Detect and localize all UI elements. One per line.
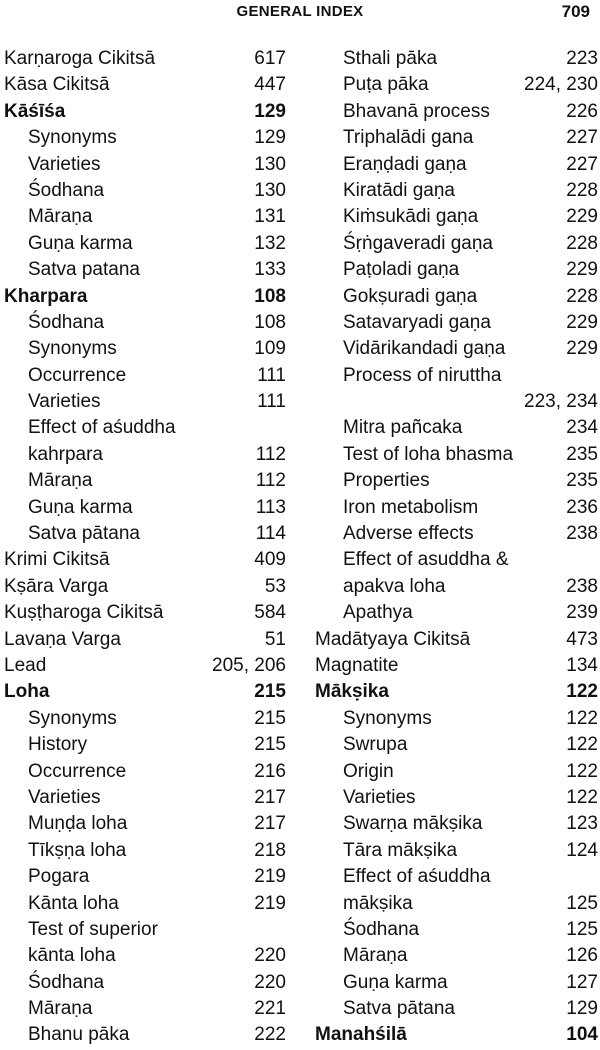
entry-page-number: 104 [566, 1024, 598, 1046]
entry-label: Occurrence [28, 364, 127, 386]
entry-page-number: 235 [566, 443, 598, 465]
index-subentry [315, 495, 598, 521]
entry-label: Kāśīśa [4, 100, 66, 122]
entry-label: Māraṇa [343, 945, 408, 967]
index-subentry [4, 415, 286, 441]
index-subentry [315, 811, 598, 837]
entry-page-number: 122 [566, 681, 598, 703]
entry-page-number: 125 [566, 918, 598, 940]
index-subentry [315, 996, 598, 1022]
entry-page-number: 129 [566, 998, 598, 1020]
index-subentry [4, 891, 286, 917]
index-subentry [315, 891, 598, 917]
page-header [0, 0, 600, 28]
index-subentry [4, 1022, 286, 1048]
index-entry [4, 72, 286, 98]
entry-page-number: 126 [566, 945, 598, 967]
index-entry [4, 679, 286, 705]
entry-label: Madātyaya Cikitsā [315, 628, 471, 650]
index-subentry [315, 442, 598, 468]
entry-page-number: 218 [254, 839, 286, 861]
index-subentry [315, 72, 598, 98]
index-column-left [4, 46, 286, 1049]
entry-label: Kṣāra Varga [4, 575, 109, 597]
entry-label: Apathya [343, 602, 413, 624]
entry-label: Kiṁsukādi gaṇa [343, 206, 479, 228]
entry-label: Varieties [343, 786, 416, 808]
entry-page-number: 122 [566, 734, 598, 756]
entry-page-number: 123 [566, 813, 598, 835]
entry-label: Guṇa karma [28, 496, 133, 518]
index-entry [4, 600, 286, 626]
index-entry [315, 627, 598, 653]
entry-label: Māraṇa [28, 998, 93, 1020]
entry-page-number: 108 [254, 311, 286, 333]
index-subentry [315, 336, 598, 362]
entry-page-number: 228 [566, 179, 598, 201]
entry-label: Lavaṇa Varga [4, 628, 121, 650]
index-subentry [315, 785, 598, 811]
index-subentry [4, 838, 286, 864]
index-subentry [315, 943, 598, 969]
entry-page-number: 111 [257, 364, 286, 386]
index-subentry [315, 284, 598, 310]
index-subentry [315, 310, 598, 336]
entry-page-number: 132 [254, 232, 286, 254]
entry-label: Śṛṅgaveradi gaṇa [343, 232, 493, 254]
index-subentry [4, 917, 286, 943]
entry-page-number: 584 [254, 602, 286, 624]
entry-page-number: 112 [255, 443, 286, 465]
entry-label: Śodhana [28, 179, 105, 201]
index-entry [4, 547, 286, 573]
index-column-right [315, 46, 598, 1049]
entry-page-number: 111 [257, 391, 286, 413]
index-subentry [4, 231, 286, 257]
index-entry [4, 46, 286, 72]
index-subentry [4, 864, 286, 890]
index-entry [4, 627, 286, 653]
entry-label: Lead [4, 654, 47, 676]
entry-label: Gokṣuradi gaṇa [343, 285, 478, 307]
entry-page-number: 127 [566, 971, 598, 993]
entry-label: Śodhana [28, 311, 105, 333]
entry-page-number: 219 [254, 892, 286, 914]
page-title: GENERAL INDEX [236, 3, 364, 20]
index-subentry [315, 231, 598, 257]
index-subentry [315, 46, 598, 72]
index-subentry [315, 415, 598, 441]
entry-label: Triphalādi gana [343, 127, 474, 149]
entry-label: Swrupa [343, 734, 408, 756]
index-subentry [315, 547, 598, 573]
entry-label: Test of loha bhasma [343, 443, 514, 465]
entry-label: Effect of aśuddha [28, 417, 176, 439]
index-subentry [4, 811, 286, 837]
entry-page-number: 226 [566, 100, 598, 122]
index-entry [315, 653, 598, 679]
entry-page-number: 224, 230 [524, 74, 598, 96]
entry-label: Guṇa karma [343, 971, 448, 993]
entry-page-number: 227 [566, 153, 598, 175]
index-subentry [315, 468, 598, 494]
entry-label: Test of superior [28, 918, 158, 940]
index-entry [4, 284, 286, 310]
entry-label: Adverse effects [343, 523, 474, 545]
entry-label: Iron metabolism [343, 496, 479, 518]
index-subentry [315, 204, 598, 230]
entry-label: Synonyms [28, 338, 117, 360]
index-subentry [315, 970, 598, 996]
entry-label: Mākṣika [315, 681, 389, 703]
index-subentry [315, 864, 598, 890]
index-subentry [4, 706, 286, 732]
index-subentry [315, 732, 598, 758]
entry-label: Manahśilā [315, 1024, 407, 1046]
index-subentry [315, 706, 598, 732]
entry-page-number: 114 [255, 523, 286, 545]
entry-page-number: 223 [566, 48, 598, 69]
entry-page-number: 124 [566, 839, 598, 861]
index-subentry [4, 178, 286, 204]
entry-label: Swarṇa mākṣika [343, 813, 483, 835]
entry-label: Kāsa Cikitsā [4, 74, 110, 96]
entry-label: Effect of aśuddha [343, 866, 491, 888]
entry-label: Māraṇa [28, 470, 93, 492]
entry-label: Krimi Cikitsā [4, 549, 110, 571]
entry-page-number: 220 [254, 945, 286, 967]
entry-page-number: 122 [566, 707, 598, 729]
entry-page-number: 234 [566, 417, 598, 439]
entry-label: Varieties [28, 786, 101, 808]
entry-label: apakva loha [343, 575, 446, 597]
entry-label: Śodhana [343, 918, 420, 940]
index-entry [4, 99, 286, 125]
entry-page-number: 238 [566, 523, 598, 545]
entry-page-number: 108 [254, 285, 286, 307]
entry-label: kahrpara [28, 443, 103, 465]
entry-label: Varieties [28, 391, 101, 413]
index-subentry [315, 389, 598, 415]
entry-label: Bhanu pāka [28, 1024, 130, 1046]
index-subentry [315, 125, 598, 151]
entry-label: Satva pātana [28, 523, 140, 545]
entry-page-number: 133 [254, 259, 286, 281]
index-subentry [4, 996, 286, 1022]
entry-page-number: 53 [264, 575, 286, 597]
index-subentry [4, 785, 286, 811]
index-subentry [315, 178, 598, 204]
entry-page-number: 409 [254, 549, 286, 571]
entry-page-number: 229 [566, 311, 598, 333]
entry-label: Synonyms [28, 127, 117, 149]
entry-label: Muṇḍa loha [28, 813, 128, 835]
entry-label: Puṭa pāka [343, 74, 429, 96]
index-subentry [4, 970, 286, 996]
index-subentry [4, 336, 286, 362]
index-subentry [4, 442, 286, 468]
entry-page-number: 229 [566, 338, 598, 360]
entry-label: Synonyms [28, 707, 117, 729]
entry-page-number: 228 [566, 285, 598, 307]
index-entry [315, 1022, 598, 1048]
entry-label: Eraṇḍadi gaṇa [343, 153, 467, 175]
entry-page-number: 112 [255, 470, 286, 492]
entry-page-number: 215 [254, 734, 286, 756]
entry-label: Kānta loha [28, 892, 119, 914]
entry-label: Tīkṣṇa loha [28, 839, 127, 861]
entry-page-number: 447 [254, 74, 286, 96]
index-subentry [315, 521, 598, 547]
index-subentry [315, 917, 598, 943]
index-subentry [315, 600, 598, 626]
entry-label: Effect of asuddha & [343, 549, 509, 571]
entry-page-number: 130 [254, 153, 286, 175]
entry-page-number: 113 [255, 496, 286, 518]
entry-page-number: 228 [566, 232, 598, 254]
entry-page-number: 130 [254, 179, 286, 201]
entry-label: Varieties [28, 153, 101, 175]
index-subentry [315, 574, 598, 600]
index-entry [4, 574, 286, 600]
index-subentry [4, 310, 286, 336]
entry-page-number: 217 [254, 786, 286, 808]
index-subentry [4, 732, 286, 758]
entry-page-number: 221 [254, 998, 286, 1020]
entry-label: Synonyms [343, 707, 432, 729]
entry-label: Satavaryadi gaṇa [343, 311, 491, 333]
index-subentry [4, 495, 286, 521]
entry-page-number: 220 [254, 971, 286, 993]
index-subentry [315, 257, 598, 283]
entry-page-number: 129 [254, 127, 286, 149]
entry-label: Loha [4, 681, 50, 703]
entry-page-number: 122 [566, 786, 598, 808]
entry-label: Karṇaroga Cikitsā [4, 48, 156, 69]
index-subentry [315, 363, 598, 389]
index-subentry [4, 204, 286, 230]
entry-page-number: 205, 206 [212, 654, 286, 676]
entry-label: Pogara [28, 866, 90, 888]
index-subentry [4, 759, 286, 785]
entry-page-number: 229 [566, 206, 598, 228]
entry-label: Māraṇa [28, 206, 93, 228]
entry-page-number: 223, 234 [524, 391, 598, 413]
entry-label: Paṭoladi gaṇa [343, 259, 460, 281]
entry-label: kānta loha [28, 945, 116, 967]
index-subentry [4, 468, 286, 494]
entry-page-number: 219 [254, 866, 286, 888]
entry-page-number: 217 [254, 813, 286, 835]
index-subentry [4, 125, 286, 151]
index-entry [315, 679, 598, 705]
entry-label: Satva pātana [343, 998, 455, 1020]
index-subentry [4, 152, 286, 178]
entry-label: Process of niruttha [343, 364, 502, 386]
entry-label: Satva patana [28, 259, 140, 281]
entry-label: Kuṣṭharoga Cikitsā [4, 602, 164, 624]
entry-page-number: 109 [254, 338, 286, 360]
entry-label: Origin [343, 760, 394, 782]
entry-page-number: 125 [566, 892, 598, 914]
index-subentry [315, 838, 598, 864]
entry-label: History [28, 734, 88, 756]
entry-label: Magnatite [315, 654, 399, 676]
entry-page-number: 617 [254, 48, 286, 69]
index-subentry [4, 943, 286, 969]
entry-label: Kharpara [4, 285, 88, 307]
entry-page-number: 229 [566, 259, 598, 281]
entry-page-number: 236 [566, 496, 598, 518]
entry-page-number: 239 [566, 602, 598, 624]
entry-page-number: 134 [566, 654, 598, 676]
entry-page-number: 238 [566, 575, 598, 597]
index-subentry [4, 389, 286, 415]
entry-label: Guṇa karma [28, 232, 133, 254]
entry-page-number: 51 [264, 628, 286, 650]
entry-page-number: 227 [566, 127, 598, 149]
entry-label: Sthali pāka [343, 48, 438, 69]
entry-label: Mitra pañcaka [343, 417, 463, 439]
entry-page-number: 215 [254, 707, 286, 729]
entry-label: Properties [343, 470, 430, 492]
entry-page-number: 122 [566, 760, 598, 782]
index-subentry [4, 363, 286, 389]
index-subentry [4, 257, 286, 283]
index-subentry [315, 99, 598, 125]
index-subentry [4, 521, 286, 547]
entry-page-number: 473 [566, 628, 598, 650]
entry-label: Occurrence [28, 760, 127, 782]
index-subentry [315, 759, 598, 785]
entry-page-number: 131 [254, 206, 286, 228]
entry-page-number: 215 [254, 681, 286, 703]
entry-page-number: 222 [254, 1024, 286, 1046]
entry-page-number: 235 [566, 470, 598, 492]
index-entry [4, 653, 286, 679]
page-number: 709 [561, 2, 590, 21]
entry-label: Kiratādi gaṇa [343, 179, 455, 201]
index-subentry [315, 152, 598, 178]
entry-label: Tāra mākṣika [343, 839, 458, 861]
entry-label: Bhavanā process [343, 100, 490, 122]
entry-page-number: 216 [254, 760, 286, 782]
entry-label: Śodhana [28, 971, 105, 993]
entry-label: mākṣika [343, 892, 413, 914]
entry-page-number: 129 [254, 100, 286, 122]
entry-label: Vidārikandadi gaṇa [343, 338, 506, 360]
